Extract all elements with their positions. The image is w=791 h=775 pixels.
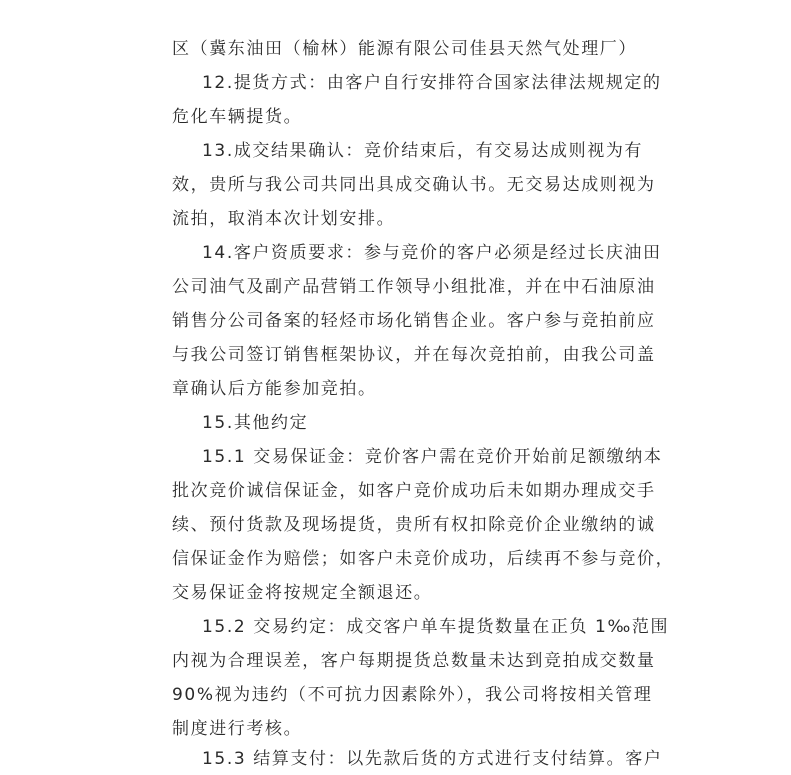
text-line: 效，贵所与我公司共同出具成交确认书。无交易达成则视为	[172, 175, 656, 195]
text-line: 制度进行考核。	[172, 719, 303, 739]
text-line: 交易保证金将按规定全额退还。	[172, 583, 433, 603]
text-line: 15.3 结算支付：以先款后货的方式进行支付结算。客户	[202, 749, 663, 769]
text-line: 90%视为违约（不可抗力因素除外），我公司将按相关管理	[172, 685, 653, 705]
text-line: 14.客户资质要求：参与竞价的客户必须是经过长庆油田	[202, 243, 662, 263]
text-line: 15.2 交易约定：成交客户单车提货数量在正负 1‰范围	[202, 617, 670, 637]
section-heading: 15.其他约定	[202, 413, 309, 433]
text-line: 12.提货方式：由客户自行安排符合国家法律法规规定的	[202, 73, 662, 93]
text-line: 销售分公司备案的轻烃市场化销售企业。客户参与竞拍前应	[172, 311, 656, 331]
text-line: 15.1 交易保证金：竞价客户需在竞价开始前足额缴纳本	[202, 447, 663, 467]
text-line: 危化车辆提货。	[172, 107, 303, 127]
text-line: 批次竞价诚信保证金，如客户竞价成功后未如期办理成交手	[172, 481, 656, 501]
text-line: 流拍，取消本次计划安排。	[172, 209, 396, 229]
text-line: 与我公司签订销售框架协议，并在每次竞拍前，由我公司盖	[172, 345, 656, 365]
text-line: 区（冀东油田（榆林）能源有限公司佳县天然气处理厂）	[172, 39, 637, 59]
text-line: 章确认后方能参加竞拍。	[172, 379, 377, 399]
text-line: 13.成交结果确认：竞价结束后，有交易达成则视为有	[202, 141, 644, 161]
text-line: 续、预付货款及现场提货，贵所有权扣除竞价企业缴纳的诚	[172, 515, 656, 535]
text-line: 内视为合理误差，客户每期提货总数量未达到竞拍成交数量	[172, 651, 656, 671]
text-line: 信保证金作为赔偿；如客户未竞价成功，后续再不参与竞价，	[172, 549, 675, 569]
text-line: 公司油气及副产品营销工作领导小组批准，并在中石油原油	[172, 277, 656, 297]
